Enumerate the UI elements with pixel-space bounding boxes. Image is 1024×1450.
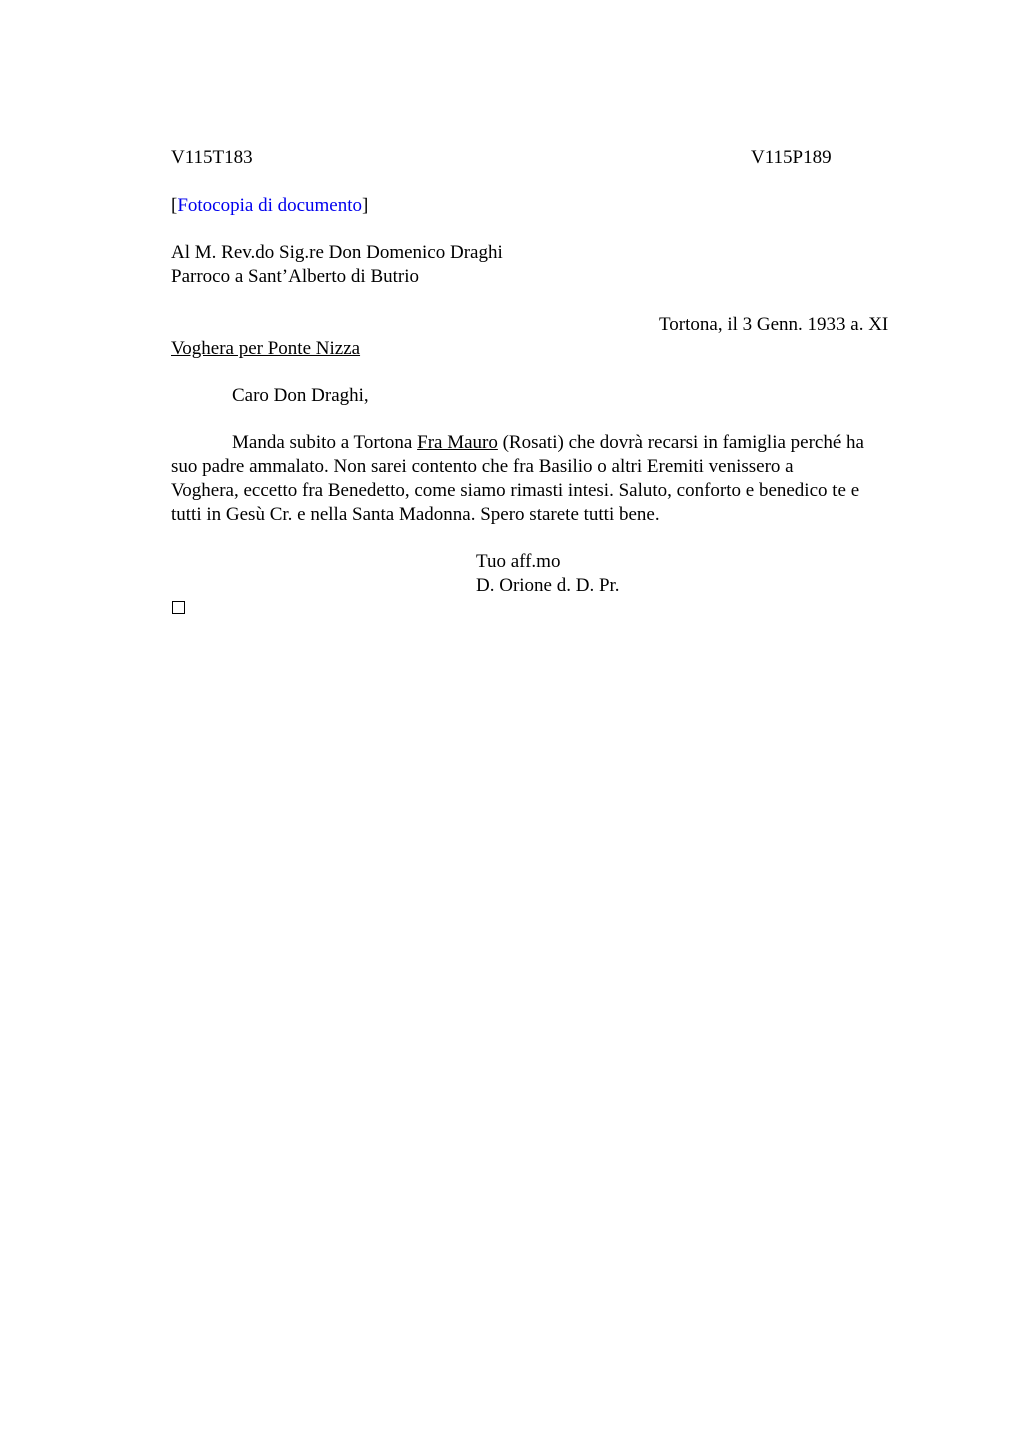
address-line-3: Voghera per Ponte Nizza bbox=[171, 338, 361, 359]
photocopy-link[interactable]: Fotocopia di documento bbox=[177, 195, 363, 216]
document-code-left: V115T183 bbox=[171, 147, 253, 168]
body-line-2: suo padre ammalato. Non sarei contento che fra Basilio o altri Eremiti venissero a bbox=[171, 456, 794, 477]
body-line-1 bbox=[171, 431, 931, 455]
body-line-4: tutti in Gesù Cr. e nella Santa Madonna. Spero starete tutti bene. bbox=[171, 504, 660, 525]
letter-body bbox=[171, 431, 931, 527]
salutation: Caro Don Draghi, bbox=[232, 385, 369, 406]
address-line-1: Al M. Rev.do Sig.re Don Domenico Draghi bbox=[171, 242, 503, 263]
body-line-1-after: (Rosati) che dovrà recarsi in famiglia perché ha bbox=[497, 432, 864, 453]
letter-date: Tortona, il 3 Genn. 1933 a. XI bbox=[659, 314, 889, 335]
note-close-bracket: ] bbox=[362, 195, 369, 216]
address-line-2: Parroco a Sant’Alberto di Butrio bbox=[171, 266, 420, 287]
square-outline-icon bbox=[172, 601, 185, 614]
signature: D. Orione d. D. Pr. bbox=[476, 575, 620, 596]
body-line-3: Voghera, eccetto fra Benedetto, come siamo rimasti intesi. Saluto, conforto e benedico te e bbox=[171, 480, 860, 501]
closing-line-1: Tuo aff.mo bbox=[476, 551, 561, 572]
document-code-right: V115P189 bbox=[751, 147, 832, 168]
note-open-bracket: [ bbox=[171, 195, 178, 216]
photocopy-note bbox=[171, 194, 368, 218]
body-underlined-name: Fra Mauro bbox=[417, 432, 498, 453]
body-line-1-before: Manda subito a Tortona bbox=[232, 432, 418, 453]
